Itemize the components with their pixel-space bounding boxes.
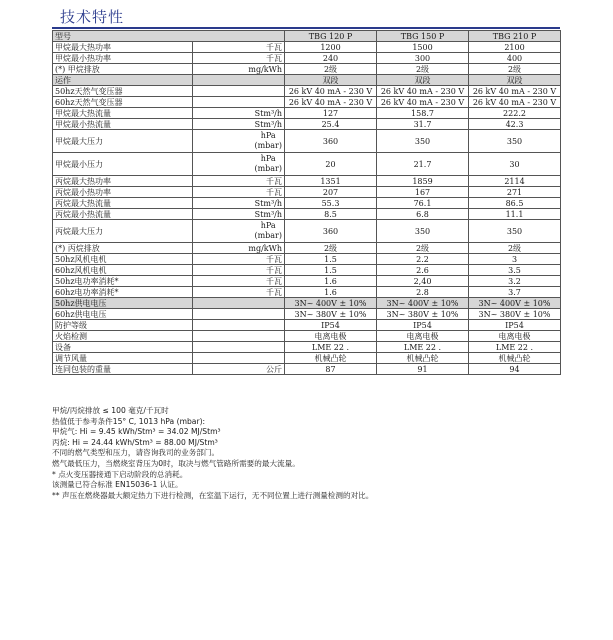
row-value: 26 kV 40 mA - 230 V <box>285 86 377 97</box>
row-unit <box>193 342 285 353</box>
table-row <box>53 243 561 254</box>
row-value: 158.7 <box>377 108 469 119</box>
row-value: 3N~ 400V ± 10% <box>469 298 561 309</box>
row-label: (*) 丙烷排放 <box>53 243 193 254</box>
row-value: 8.5 <box>285 209 377 220</box>
row-unit <box>193 130 285 153</box>
table-row <box>53 187 561 198</box>
unit-stack: hPa (mbar) <box>254 221 282 240</box>
row-unit: Stm³/h <box>193 119 285 130</box>
row-value: 26 kV 40 mA - 230 V <box>285 97 377 108</box>
table-row <box>53 86 561 97</box>
row-value: 25.4 <box>285 119 377 130</box>
row-unit: 千瓦 <box>193 187 285 198</box>
row-value: 127 <box>285 108 377 119</box>
table-row <box>53 198 561 209</box>
row-label: 60hz供电电压 <box>53 309 193 320</box>
row-value: 20 <box>285 153 377 176</box>
row-value: 1859 <box>377 176 469 187</box>
row-value: 87 <box>285 364 377 375</box>
row-value: 电离电极 <box>377 331 469 342</box>
footnote-line: 甲烷/丙烷排放 ≤ 100 毫克/千瓦时 <box>52 406 169 415</box>
table-row <box>53 265 561 276</box>
row-value: 1500 <box>377 42 469 53</box>
footnote-line: 热值低于参考条件15° C, 1013 hPa (mbar): <box>52 416 206 426</box>
row-value: LME 22 . <box>285 342 377 353</box>
row-value: 360 <box>285 220 377 243</box>
row-value: 2级 <box>285 64 377 75</box>
row-value: 1.6 <box>285 276 377 287</box>
row-value: 2100 <box>469 42 561 53</box>
row-label: 设备 <box>53 342 193 353</box>
row-value: 2.8 <box>377 287 469 298</box>
row-value: 2.2 <box>377 254 469 265</box>
table-row <box>53 130 561 153</box>
row-value: 360 <box>285 130 377 153</box>
row-value: 3N~ 380V ± 10% <box>377 309 469 320</box>
row-unit: 千瓦 <box>193 287 285 298</box>
row-value: 94 <box>469 364 561 375</box>
row-value: 双段 <box>377 75 469 86</box>
row-value: 6.8 <box>377 209 469 220</box>
row-unit <box>193 86 285 97</box>
row-value: 1.5 <box>285 254 377 265</box>
row-value: IP54 <box>469 320 561 331</box>
row-value: IP54 <box>377 320 469 331</box>
unit-stack: hPa (mbar) <box>254 131 282 150</box>
table-row <box>53 287 561 298</box>
row-value: 21.7 <box>377 153 469 176</box>
row-unit <box>193 153 285 176</box>
row-value: LME 22 . <box>377 342 469 353</box>
row-label: (*) 甲烷排放 <box>53 64 193 75</box>
footnote-line: 该测量已符合标准 EN15036-1 认证。 <box>52 480 183 490</box>
row-label: 60hz天然气变压器 <box>53 97 193 108</box>
row-unit: 千瓦 <box>193 176 285 187</box>
row-value: 2.6 <box>377 265 469 276</box>
row-unit <box>193 320 285 331</box>
row-unit: mg/kWh <box>193 243 285 254</box>
row-value: 91 <box>377 364 469 375</box>
row-unit: 千瓦 <box>193 254 285 265</box>
row-label: 运作 <box>53 75 193 86</box>
row-unit: 千瓦 <box>193 53 285 64</box>
row-value: 26 kV 40 mA - 230 V <box>377 86 469 97</box>
unit-stack: hPa (mbar) <box>254 154 282 173</box>
row-label: 50hz风机电机 <box>53 254 193 265</box>
row-value: 2级 <box>469 243 561 254</box>
row-value: 350 <box>377 220 469 243</box>
row-value: 3 <box>469 254 561 265</box>
row-unit <box>193 298 285 309</box>
table-row <box>53 254 561 265</box>
table-row <box>53 153 561 176</box>
row-value: 1351 <box>285 176 377 187</box>
row-unit: Stm³/h <box>193 198 285 209</box>
row-value: 42.3 <box>469 119 561 130</box>
spec-table <box>52 30 561 375</box>
row-label: 甲烷最大压力 <box>53 130 193 153</box>
row-value: 222.2 <box>469 108 561 119</box>
row-value: 86.5 <box>469 198 561 209</box>
row-label: 连同包装的重量 <box>53 364 193 375</box>
row-label: 甲烷最大热流量 <box>53 108 193 119</box>
header-label: 型号 <box>53 31 285 42</box>
row-value: 双段 <box>469 75 561 86</box>
page-title: 技术特性 <box>60 8 125 26</box>
row-label: 丙烷最小热功率 <box>53 187 193 198</box>
row-value: 350 <box>469 220 561 243</box>
row-value: 3N~ 400V ± 10% <box>377 298 469 309</box>
table-row <box>53 64 561 75</box>
row-value: 机械凸轮 <box>469 353 561 364</box>
table-row <box>53 276 561 287</box>
row-unit: Stm³/h <box>193 209 285 220</box>
footnote-line: ** 声压在燃烧器最大额定热力下进行检测，在室温下运行，无不同位置上进行测量检测的对比。 <box>52 490 374 500</box>
row-label: 丙烷最大热功率 <box>53 176 193 187</box>
row-value: 1.5 <box>285 265 377 276</box>
row-value: 3N~ 380V ± 10% <box>285 309 377 320</box>
row-value: 3.7 <box>469 287 561 298</box>
footnotes <box>52 406 572 501</box>
table-row <box>53 176 561 187</box>
row-value: 电离电极 <box>469 331 561 342</box>
model-header: TBG 210 P <box>469 31 561 42</box>
row-value: 机械凸轮 <box>377 353 469 364</box>
row-value: 26 kV 40 mA - 230 V <box>377 97 469 108</box>
row-value: 电离电极 <box>285 331 377 342</box>
footnote-line: 燃气最低压力，当燃烧室背压为0时，取决与燃气管路所需要的最大流量。 <box>52 458 300 468</box>
row-unit <box>193 97 285 108</box>
table-row <box>53 75 561 86</box>
row-value: 350 <box>377 130 469 153</box>
table-row <box>53 108 561 119</box>
table-row <box>53 342 561 353</box>
row-value: 2级 <box>377 243 469 254</box>
row-label: 丙烷最大热流量 <box>53 198 193 209</box>
row-value: 76.1 <box>377 198 469 209</box>
row-value: 2级 <box>285 243 377 254</box>
row-unit: 千瓦 <box>193 265 285 276</box>
row-label: 防护等级 <box>53 320 193 331</box>
row-value: 400 <box>469 53 561 64</box>
table-row <box>53 353 561 364</box>
row-value: 2114 <box>469 176 561 187</box>
row-value: 2级 <box>469 64 561 75</box>
table-row <box>53 364 561 375</box>
row-label: 60hz电功率消耗* <box>53 287 193 298</box>
row-value: 31.7 <box>377 119 469 130</box>
row-label: 丙烷最小热流量 <box>53 209 193 220</box>
title-underline <box>52 27 560 29</box>
row-value: IP54 <box>285 320 377 331</box>
row-unit <box>193 220 285 243</box>
row-unit: 公斤 <box>193 364 285 375</box>
row-label: 甲烷最小压力 <box>53 153 193 176</box>
table-row <box>53 320 561 331</box>
row-unit <box>193 309 285 320</box>
row-value: 1.6 <box>285 287 377 298</box>
row-value: 3N~ 380V ± 10% <box>469 309 561 320</box>
table-row <box>53 209 561 220</box>
row-label: 甲烷最大热功率 <box>53 42 193 53</box>
row-value: 2级 <box>377 64 469 75</box>
model-header: TBG 120 P <box>285 31 377 42</box>
row-unit <box>193 75 285 86</box>
row-label: 甲烷最小热功率 <box>53 53 193 64</box>
row-value: 271 <box>469 187 561 198</box>
row-value: 55.3 <box>285 198 377 209</box>
row-label: 50hz电功率消耗* <box>53 276 193 287</box>
table-row <box>53 309 561 320</box>
model-header: TBG 150 P <box>377 31 469 42</box>
row-value: 3.2 <box>469 276 561 287</box>
table-header-row <box>53 31 561 42</box>
footnote-line: * 点火变压器接通下启动阶段的总消耗。 <box>52 469 188 479</box>
row-value: 1200 <box>285 42 377 53</box>
table-row <box>53 331 561 342</box>
row-label: 50hz天然气变压器 <box>53 86 193 97</box>
row-value: 机械凸轮 <box>285 353 377 364</box>
row-label: 甲烷最小热流量 <box>53 119 193 130</box>
row-label: 50hz供电电压 <box>53 298 193 309</box>
row-unit: mg/kWh <box>193 64 285 75</box>
row-unit <box>193 331 285 342</box>
row-value: 2,40 <box>377 276 469 287</box>
row-label: 火焰检测 <box>53 331 193 342</box>
table-row <box>53 119 561 130</box>
table-row <box>53 42 561 53</box>
row-value: 300 <box>377 53 469 64</box>
row-value: 26 kV 40 mA - 230 V <box>469 97 561 108</box>
row-value: 26 kV 40 mA - 230 V <box>469 86 561 97</box>
row-value: 3.5 <box>469 265 561 276</box>
row-value: 207 <box>285 187 377 198</box>
footnote-line: 甲烷气: Hi = 9.45 kWh/Stm³ = 34.02 MJ/Stm³ <box>52 427 221 437</box>
table-row <box>53 53 561 64</box>
footnote-line: 不同的燃气类型和压力，请咨询我司的业务部门。 <box>52 448 220 458</box>
row-label: 60hz风机电机 <box>53 265 193 276</box>
row-value: 350 <box>469 130 561 153</box>
table-row <box>53 220 561 243</box>
row-unit <box>193 353 285 364</box>
table-row <box>53 97 561 108</box>
row-value: 3N~ 400V ± 10% <box>285 298 377 309</box>
row-unit: 千瓦 <box>193 276 285 287</box>
row-value: 167 <box>377 187 469 198</box>
row-value: LME 22 . <box>469 342 561 353</box>
row-unit: Stm³/h <box>193 108 285 119</box>
row-value: 双段 <box>285 75 377 86</box>
row-value: 240 <box>285 53 377 64</box>
row-label: 调节风量 <box>53 353 193 364</box>
row-label: 丙烷最大压力 <box>53 220 193 243</box>
row-value: 11.1 <box>469 209 561 220</box>
row-unit: 千瓦 <box>193 42 285 53</box>
row-value: 30 <box>469 153 561 176</box>
table-row <box>53 298 561 309</box>
footnote-line: 丙烷: Hi = 24.44 kWh/Stm³ = 88.00 MJ/Stm³ <box>52 437 218 447</box>
